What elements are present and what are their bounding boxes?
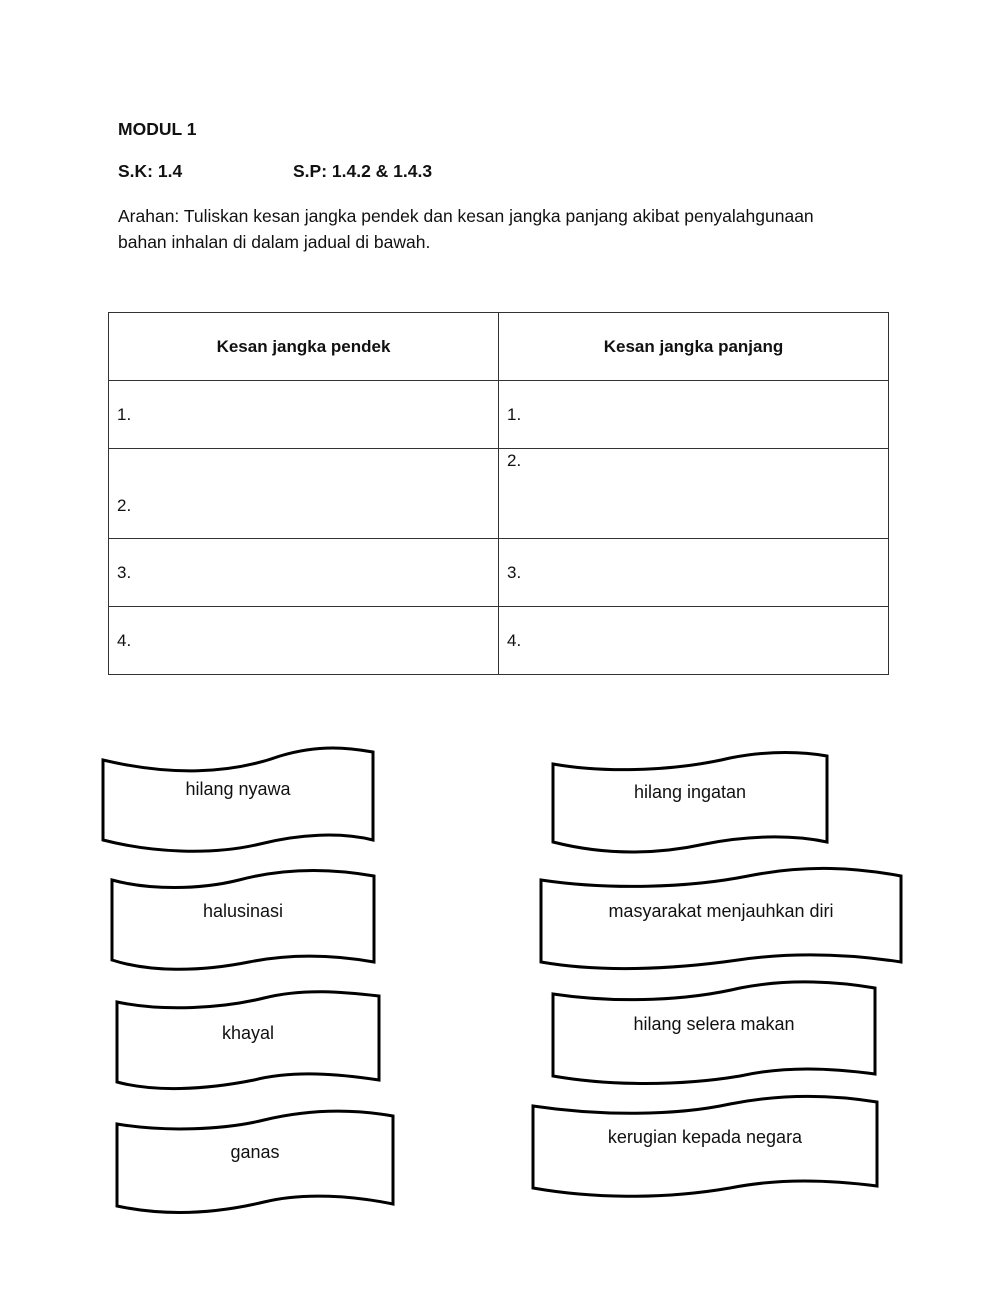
- drop-cell-short-4[interactable]: 4.: [109, 607, 499, 675]
- drop-cell-long-4[interactable]: 4.: [499, 607, 889, 675]
- banner-shape: [114, 1110, 396, 1218]
- drop-cell-short-1[interactable]: 1.: [109, 381, 499, 449]
- column-header-short-term: Kesan jangka pendek: [109, 313, 499, 381]
- card-label: khayal: [221, 1023, 275, 1043]
- instruction-text: Arahan: Tuliskan kesan jangka pendek dan kesan jangka panjang akibat penyalahgunaan bahan inhalan di dalam jadual di bawah.: [118, 206, 814, 252]
- sk-code: S.K: 1.4: [118, 161, 183, 181]
- drag-card-masyarakat[interactable]: [538, 866, 904, 972]
- table-row: [109, 607, 889, 675]
- table-header-row: [109, 313, 889, 381]
- drag-card-hilang-nyawa[interactable]: [100, 748, 376, 852]
- drag-card-ganas[interactable]: [114, 1110, 396, 1218]
- card-label: hilang ingatan: [633, 782, 747, 802]
- card-label: hilang nyawa: [185, 779, 291, 799]
- drag-card-hilang-ingatan[interactable]: [550, 752, 830, 852]
- card-label: kerugian kepada negara: [607, 1127, 803, 1147]
- drag-card-halusinasi[interactable]: [109, 868, 377, 972]
- module-title: MODUL 1: [118, 119, 197, 139]
- answer-table: [108, 312, 889, 675]
- drop-cell-long-2[interactable]: 2.: [499, 449, 889, 539]
- card-label: halusinasi: [202, 901, 284, 921]
- card-label: masyarakat menjauhkan diri: [608, 901, 834, 921]
- drop-cell-short-3[interactable]: 3.: [109, 539, 499, 607]
- table-row: [109, 449, 889, 539]
- drag-card-khayal[interactable]: [114, 990, 382, 1090]
- card-label: ganas: [230, 1142, 280, 1162]
- column-header-long-term: Kesan jangka panjang: [499, 313, 889, 381]
- table-row: [109, 539, 889, 607]
- drag-card-kerugian[interactable]: [530, 1094, 880, 1200]
- drop-cell-long-3[interactable]: 3.: [499, 539, 889, 607]
- drop-cell-short-2[interactable]: 2.: [109, 449, 499, 539]
- card-label: hilang selera makan: [633, 1014, 795, 1034]
- drop-cell-long-1[interactable]: 1.: [499, 381, 889, 449]
- drag-card-selera[interactable]: [550, 980, 878, 1086]
- banner-shape: [100, 748, 376, 852]
- table-row: [109, 381, 889, 449]
- sp-code: S.P: 1.4.2 & 1.4.3: [293, 161, 433, 181]
